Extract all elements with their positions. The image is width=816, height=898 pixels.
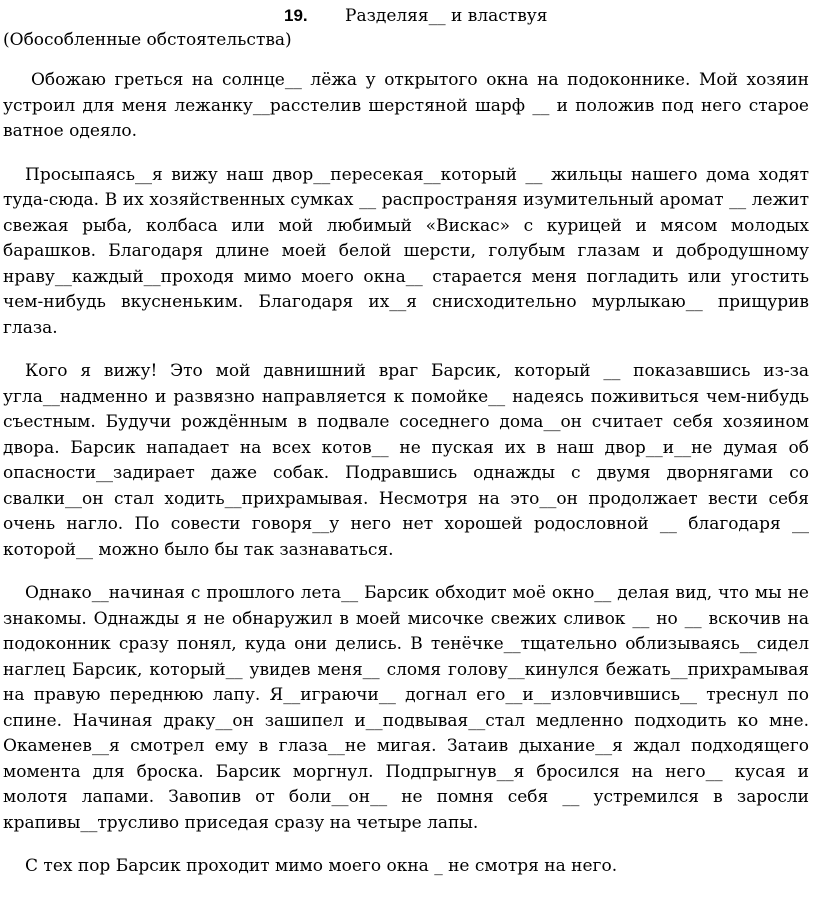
- paragraph-3: Кого я вижу! Это мой давнишний враг Барсик, который __ показавшись из-за угла__надменно и развязно направляется к помойке__ надеясь поживиться чем-нибудь съестным. Будучи рождённым в подвале соседнего дома__он считает себя хозяином двора. Барсик нападает на всех котов__ не пуская их в наш двор__и__не думая об опасности__задирает даже собак. Подравшись однажды с двумя дворнягами со свалки__он стал ходить__прихрамывая. Несмотря на это__он продолжает вести себя очень нагло. По совести говоря__у него нет хорошей родословной __ благодаря __ которой__ можно было бы так зазнаваться.: [3, 361, 809, 560]
- exercise-text: [3, 68, 809, 898]
- title-row: [0, 6, 816, 28]
- exercise-title: Разделяя__ и властвуя: [345, 6, 548, 26]
- exercise-subtitle: (Обособленные обстоятельства): [3, 30, 292, 50]
- exercise-number: 19.: [284, 6, 308, 25]
- paragraph-2: Просыпаясь__я вижу наш двор__пересекая__который __ жильцы нашего дома ходят туда-сюда. В их хозяйственных сумках __ распространяя изумительный аромат __ лежит свежая рыба, колбаса или мой любимый «Вискас» с курицей и мясом молодых барашков. Благодаря длине моей белой шерсти, голубым глазам и добродушному нраву__каждый__проходя мимо моего окна__ старается меня погладить или угостить чем-нибудь вкусненьким. Благодаря их__я снисходительно мурлыкаю__ прищурив глаза.: [3, 164, 809, 338]
- paragraph-4: Однако__начиная с прошлого лета__ Барсик обходит моё окно__ делая вид, что мы не знакомы. Однажды я не обнаружил в моей мисочке свежих сливок __ но __ вскочив на подоконник сразу понял, куда они делись. В тенёчке__тщательно облизываясь__сидел наглец Барсик, который__ увидев меня__ сломя голову__кинулся бежать__прихрамывая на правую переднюю лапу. Я__играючи__ догнал его__и__изловчившись__ треснул по спине. Начиная драку__он зашипел и__подвывая__стал медленно подходить ко мне. Окаменев__я смотрел ему в глаза__не мигая. Затаив дыхание__я ждал подходящего момента для броска. Барсик моргнул. Подпрыгнув__я бросился на него__ кусая и молотя лапами. Завопив от боли__он__ не помня себя __ устремился в заросли крапивы__трусливо приседая сразу на четыре лапы.: [3, 583, 809, 833]
- paragraph-5: С тех пор Барсик проходит мимо моего окна _ не смотря на него.: [25, 856, 618, 876]
- paragraph-1: Обожаю греться на солнце__ лёжа у открытого окна на подоконнике. Мой хозяин устроил для меня лежанку__расстелив шерстяной шарф __ и положив под него старое ватное одеяло.: [3, 70, 809, 141]
